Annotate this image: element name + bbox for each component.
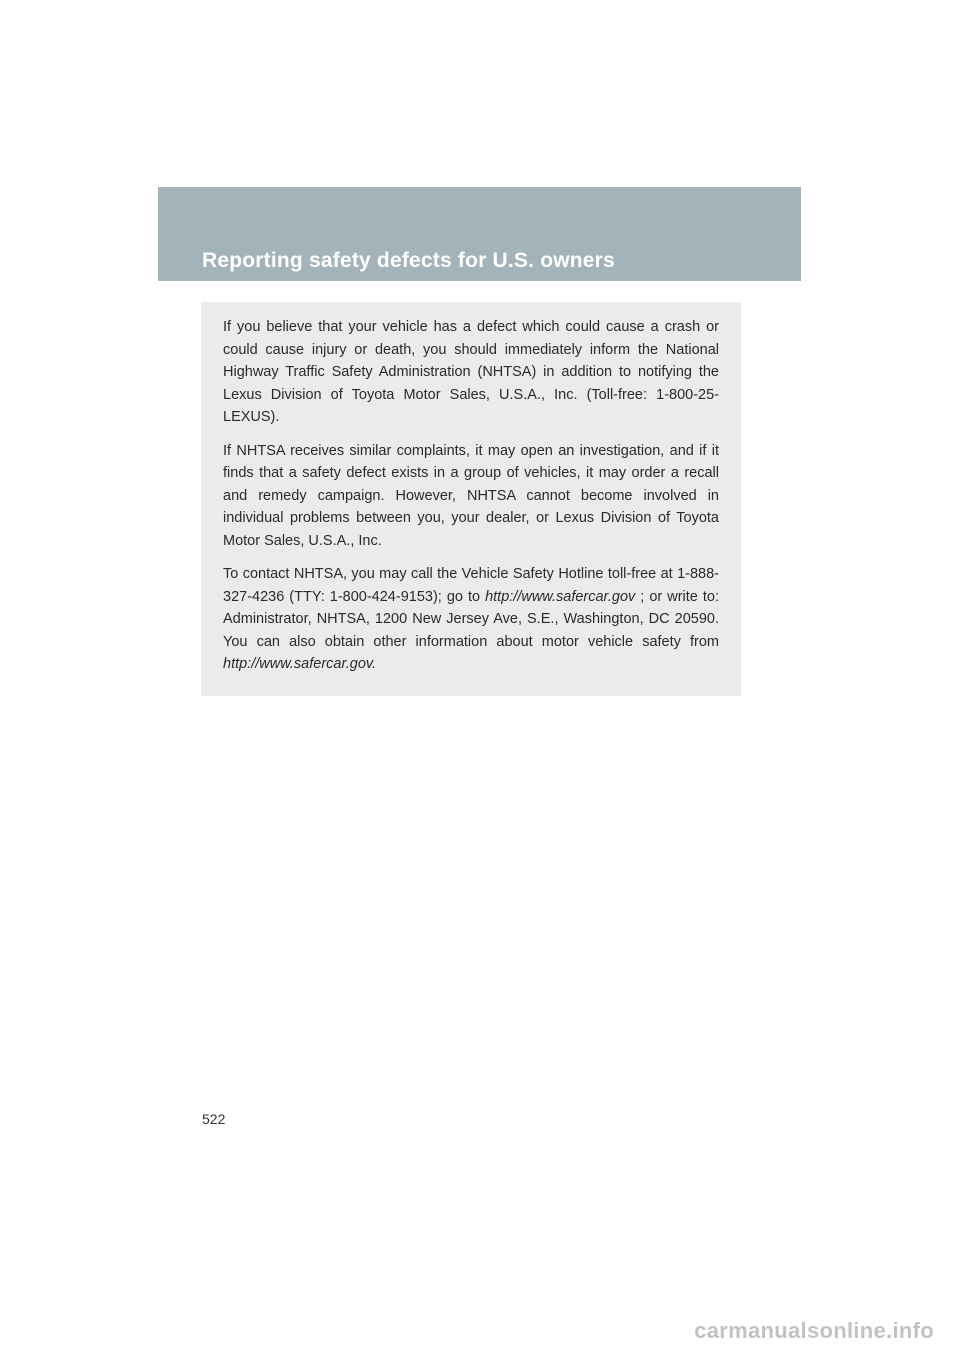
paragraph-3-mid: ; or write to: Administrator, NHTSA, 1200 New Jersey Ave, S.E., Washington, DC 20590. You can also obtain other information about motor vehicle safety from (223, 588, 719, 650)
section-title: Reporting safety defects for U.S. owners (202, 249, 615, 272)
paragraph-3-end: . (372, 656, 377, 672)
notice-paragraph-3 (223, 563, 719, 676)
watermark-logo: carmanualsonline.info (694, 1318, 934, 1343)
paragraph-3-intro: To contact NHTSA, you may call the Vehicle Safety Hotline toll-free at 1-888-327-4236 (TTY: 1-800-424-9153); go to (223, 566, 719, 605)
notice-paragraph-1: If you believe that your vehicle has a defect which could cause a crash or could cause injury or death, you should immediately inform the National Highway Traffic Safety Administration (NHTSA) in addition to notifying the Lexus Division of Toyota Motor Sales, U.S.A., Inc. (Toll-free: 1-800-25-LEXUS). (223, 319, 719, 425)
page-number: 522 (202, 1111, 226, 1127)
notice-paragraph-2: If NHTSA receives similar complaints, it may open an investigation, and if it finds that a safety defect exists in a group of vehicles, it may order a recall and remedy campaign. However, NHTSA cannot become involved in individual problems between you, your dealer, or Lexus Division of Toyota Motor Sales, U.S.A., Inc. (223, 442, 719, 549)
section-header-band (158, 187, 801, 281)
safercar-link-2[interactable]: http://www.safercar.gov (223, 656, 373, 672)
safercar-link-1[interactable]: http://www.safercar.gov (485, 588, 636, 605)
notice-box (201, 302, 741, 696)
